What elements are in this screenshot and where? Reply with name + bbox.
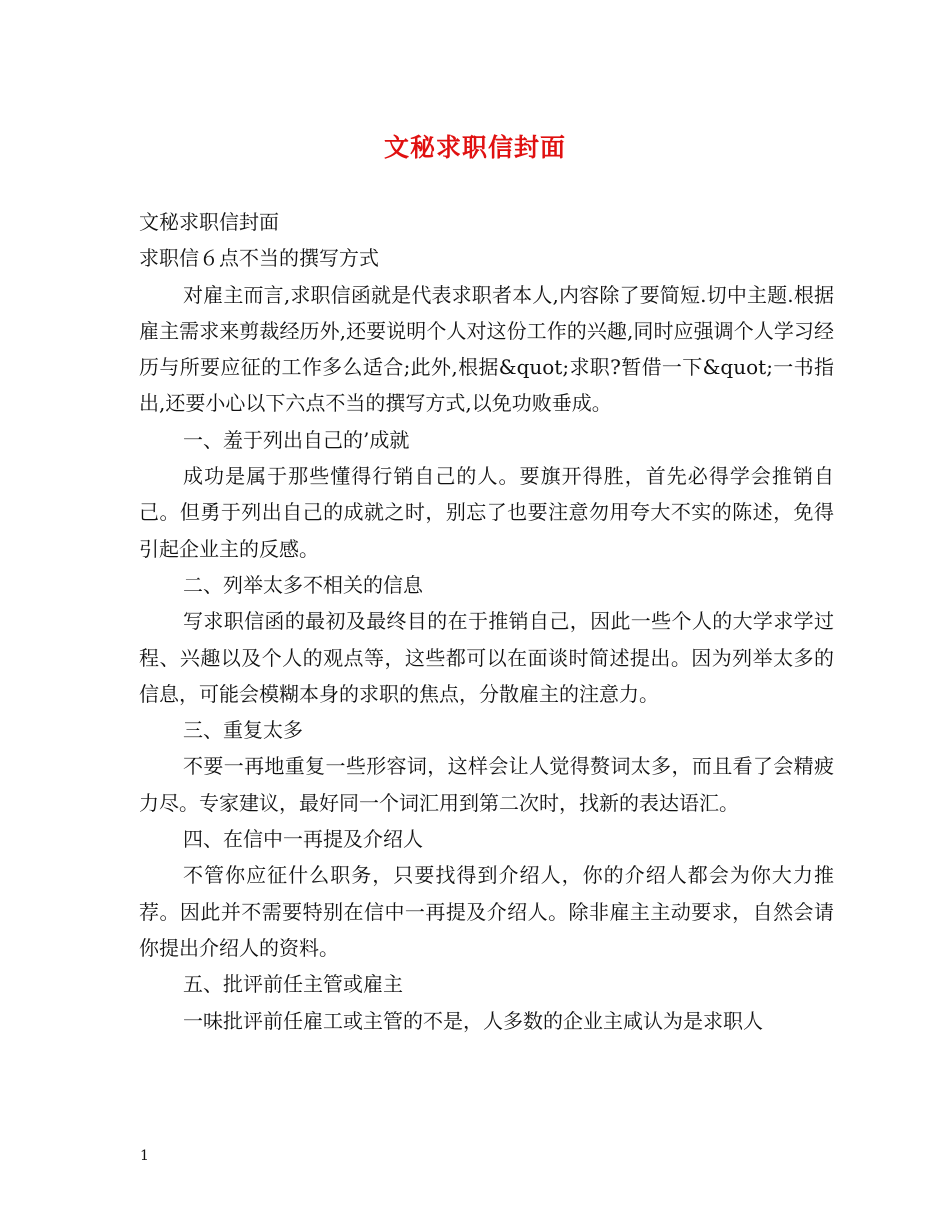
section-heading: 三、重复太多 <box>183 718 303 743</box>
section-heading: 五、批评前任主管或雇主 <box>183 972 403 997</box>
section-heading: 一、羞于列出自己的’成就 <box>183 427 410 452</box>
subtitle-line: 文秘求职信封面 <box>139 210 279 234</box>
subtitle-line: 求职信６点不当的撰写方式 <box>139 246 379 271</box>
body-paragraph: 不管你应征什么职务，只要找得到介绍人，你的介绍人都会为你大力推荐。因此并不需要特别在信中一再提及介绍人。除非雇主主动要求，自然会请你提出介绍人的资料。 <box>139 863 834 960</box>
body-paragraph: 成功是属于那些懂得行销自己的人。要旗开得胜，首先必得学会推销自己。但勇于列出自己的成就之时，别忘了也要注意勿用夸大不实的陈述，免得引起企业主的反感。 <box>139 464 834 561</box>
intro-paragraph: 对雇主而言,求职信函就是代表求职者本人,内容除了要简短.切中主题.根据雇主需求来剪裁经历外,还要说明个人对这份工作的兴趣,同时应强调个人学习经历与所要应征的工作多么适合;此外,根据&quot;求职?暂借一下&quot;一书指出,还要小心以下六点不当的撰写方式,以免功败垂成。 <box>139 282 834 416</box>
document-title: 文秘求职信封面 <box>383 133 566 162</box>
section-heading: 二、列举太多不相关的信息 <box>183 572 423 597</box>
document-body <box>139 204 834 1039</box>
body-paragraph: 写求职信函的最初及最终目的在于推销自己，因此一些个人的大学求学过程、兴趣以及个人的观点等，这些都可以在面谈时简述提出。因为列举太多的信息，可能会模糊本身的求职的焦点，分散雇主的注意力。 <box>139 609 834 706</box>
page-number: 1 <box>140 1148 149 1164</box>
body-paragraph: 不要一再地重复一些形容词，这样会让人觉得赘词太多，而且看了会精疲力尽。专家建议，最好同一个词汇用到第二次时，找新的表达语汇。 <box>139 754 834 815</box>
section-heading: 四、在信中一再提及介绍人 <box>183 827 423 852</box>
body-paragraph: 一味批评前任雇工或主管的不是，人多数的企业主咸认为是求职人 <box>183 1008 763 1033</box>
